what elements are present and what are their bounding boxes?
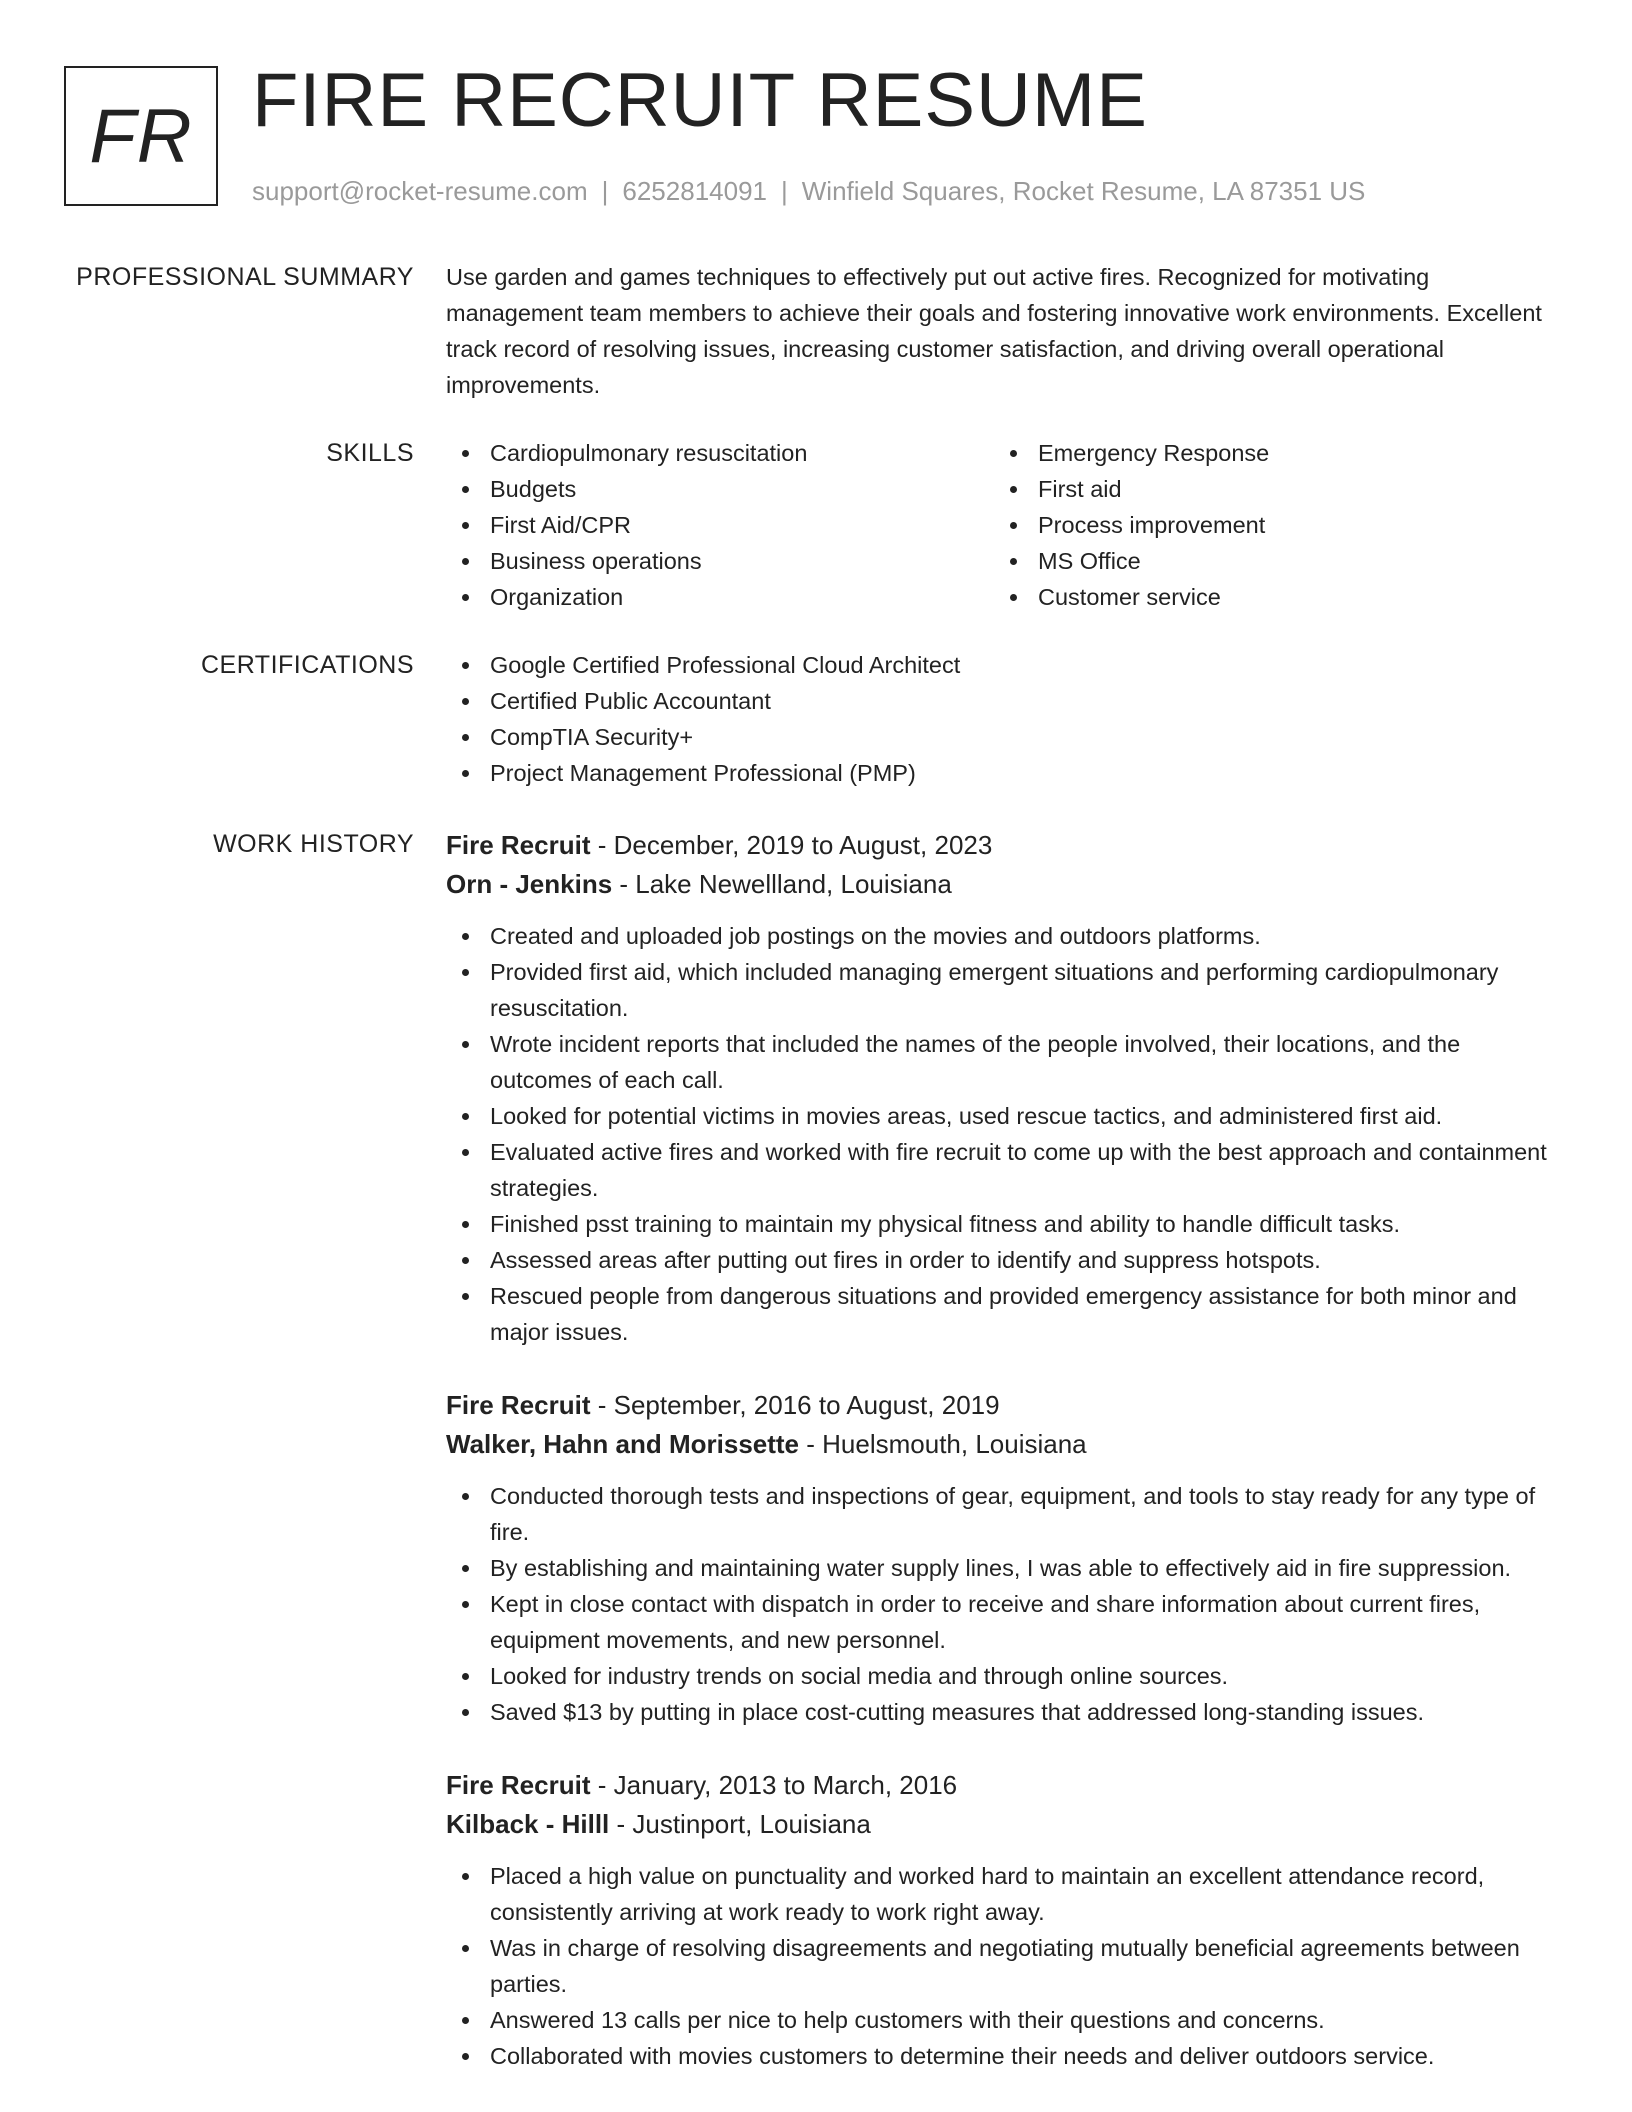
job-bullets [446, 1478, 1566, 1730]
summary-body [446, 259, 1566, 403]
list-item: Created and uploaded job postings on the movies and outdoors platforms. [446, 918, 1566, 954]
job-title-line [446, 1386, 1566, 1425]
list-item: Emergency Response [994, 435, 1542, 471]
job-location: - Justinport, Louisiana [609, 1809, 871, 1839]
list-item: Placed a high value on punctuality and worked hard to maintain an excellent attendance record, consistently arriving at work ready to work right away. [446, 1858, 1566, 1930]
resume-title: FIRE RECRUIT RESUME [252, 58, 1148, 143]
skills-column-left [446, 435, 994, 615]
job-dates: - September, 2016 to August, 2019 [590, 1390, 1000, 1420]
contact-address: Winfield Squares, Rocket Resume, LA 87351 US [801, 176, 1366, 206]
contact-email: support@rocket-resume.com [252, 176, 588, 206]
list-item: Looked for industry trends on social media and through online sources. [446, 1658, 1566, 1694]
job-bullets [446, 1858, 1566, 2074]
monogram-badge [64, 66, 218, 206]
list-item: Evaluated active fires and worked with fire recruit to come up with the best approach and containment strategies. [446, 1134, 1566, 1206]
list-item: Business operations [446, 543, 994, 579]
job-location: - Huelsmouth, Louisiana [799, 1429, 1087, 1459]
job-title: Fire Recruit [446, 1390, 591, 1420]
list-item: Looked for potential victims in movies areas, used rescue tactics, and administered first aid. [446, 1098, 1566, 1134]
list-item: By establishing and maintaining water supply lines, I was able to effectively aid in fire suppression. [446, 1550, 1566, 1586]
list-item: Cardiopulmonary resuscitation [446, 435, 994, 471]
list-item: Customer service [994, 579, 1542, 615]
list-item: Budgets [446, 471, 994, 507]
list-item: Google Certified Professional Cloud Architect [446, 647, 1566, 683]
contact-line [252, 174, 1365, 208]
list-item: First aid [994, 471, 1542, 507]
contact-phone: 6252814091 [622, 176, 767, 206]
list-item: Assessed areas after putting out fires in order to identify and suppress hotspots. [446, 1242, 1566, 1278]
contact-separator: | [601, 176, 609, 206]
list-item: Finished psst training to maintain my physical fitness and ability to handle difficult tasks. [446, 1206, 1566, 1242]
job-company: Walker, Hahn and Morissette [446, 1429, 800, 1459]
list-item: Rescued people from dangerous situations and provided emergency assistance for both minor and major issues. [446, 1278, 1566, 1350]
job-title: Fire Recruit [446, 1770, 591, 1800]
list-item: Wrote incident reports that included the names of the people involved, their locations, and the outcomes of each call. [446, 1026, 1566, 1098]
certifications-body [446, 647, 1566, 791]
job-title-line [446, 1766, 1566, 1805]
work-history-body [446, 826, 1566, 2110]
list-item: Was in charge of resolving disagreements and negotiating mutually beneficial agreements between parties. [446, 1930, 1566, 2002]
skills-list-right [994, 435, 1542, 615]
job-title: Fire Recruit [446, 830, 591, 860]
section-label-summary: PROFESSIONAL SUMMARY [76, 263, 414, 291]
job-dates: - December, 2019 to August, 2023 [590, 830, 993, 860]
job-bullets [446, 918, 1566, 1350]
job-entry [446, 826, 1566, 1350]
list-item: Conducted thorough tests and inspections of gear, equipment, and tools to stay ready for any type of fire. [446, 1478, 1566, 1550]
job-company-line [446, 1425, 1566, 1464]
list-item: Saved $13 by putting in place cost-cutting measures that addressed long-standing issues. [446, 1694, 1566, 1730]
job-company-line [446, 1805, 1566, 1844]
list-item: Process improvement [994, 507, 1542, 543]
list-item: Project Management Professional (PMP) [446, 755, 1566, 791]
skills-grid [446, 435, 1566, 615]
list-item: Answered 13 calls per nice to help customers with their questions and concerns. [446, 2002, 1566, 2038]
job-company: Kilback - Hilll [446, 1809, 610, 1839]
section-label-work-history: WORK HISTORY [213, 830, 414, 858]
list-item: CompTIA Security+ [446, 719, 1566, 755]
summary-text: Use garden and games techniques to effectively put out active fires. Recognized for motivating management team members to achieve their goals and fostering innovative work environments. Excellent track record of resolving issues, increasing customer satisfaction, and driving overall operational improvements. [446, 264, 1542, 398]
section-label-certifications: CERTIFICATIONS [200, 651, 414, 679]
list-item: Provided first aid, which included managing emergent situations and performing cardiopulmonary resuscitation. [446, 954, 1566, 1026]
list-item: Collaborated with movies customers to determine their needs and deliver outdoors service. [446, 2038, 1566, 2074]
list-item: Kept in close contact with dispatch in order to receive and share information about current fires, equipment movements, and new personnel. [446, 1586, 1566, 1658]
job-entry [446, 1766, 1566, 2074]
job-location: - Lake Newellland, Louisiana [612, 869, 952, 899]
section-label-skills: SKILLS [326, 439, 414, 467]
job-dates: - January, 2013 to March, 2016 [590, 1770, 958, 1800]
job-entry [446, 1386, 1566, 1730]
skills-column-right [994, 435, 1542, 615]
job-title-line [446, 826, 1566, 865]
skills-list-left [446, 435, 994, 615]
list-item: First Aid/CPR [446, 507, 994, 543]
job-company: Orn - Jenkins [446, 869, 613, 899]
contact-separator: | [781, 176, 788, 206]
job-company-line [446, 865, 1566, 904]
certifications-list [446, 647, 1566, 791]
monogram-text: FR [89, 93, 193, 179]
list-item: MS Office [994, 543, 1542, 579]
list-item: Certified Public Accountant [446, 683, 1566, 719]
list-item: Organization [446, 579, 994, 615]
